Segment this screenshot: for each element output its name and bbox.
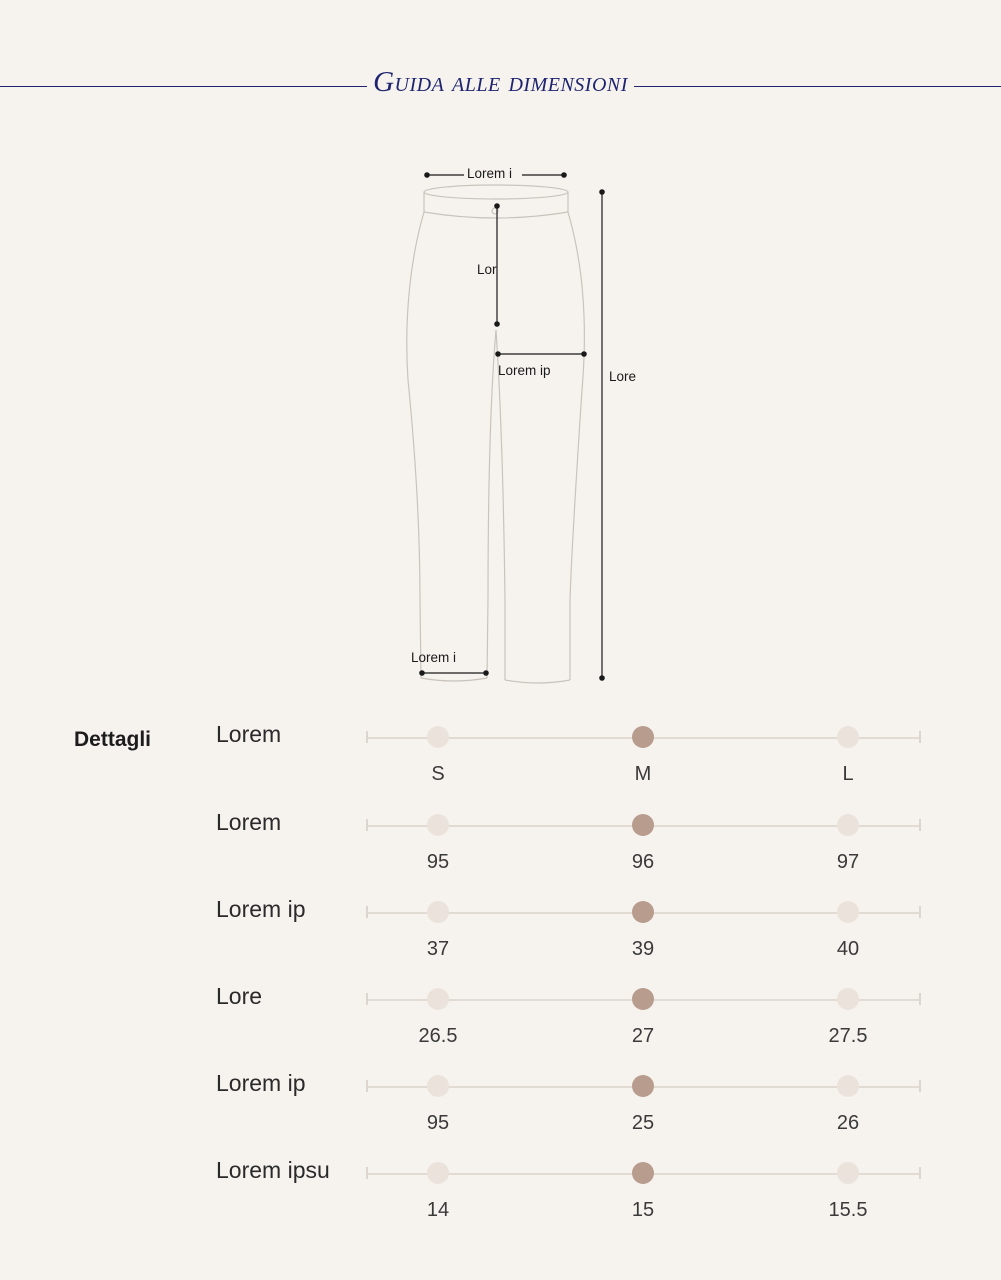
slider-end-cap	[366, 731, 368, 743]
size-value: 26.5	[418, 1025, 458, 1047]
size-dot-selected[interactable]	[632, 901, 654, 923]
slider-end-cap	[366, 993, 368, 1005]
waist-label: Lorem i	[467, 166, 513, 181]
size-value: 95	[426, 851, 450, 873]
size-value: 40	[836, 938, 860, 960]
size-dot[interactable]	[837, 988, 859, 1010]
hem-label: Lorem i	[411, 650, 457, 665]
slider-end-cap	[919, 731, 921, 743]
slider-end-cap	[366, 1080, 368, 1092]
size-value: S	[431, 763, 445, 785]
size-dot[interactable]	[837, 1162, 859, 1184]
slider-end-cap	[919, 993, 921, 1005]
size-value: 39	[631, 938, 655, 960]
size-value: 97	[836, 851, 860, 873]
size-dot[interactable]	[837, 726, 859, 748]
size-value: 96	[631, 851, 655, 873]
size-row	[0, 1157, 1001, 1263]
rise-label: Lor	[477, 262, 497, 277]
size-dot-selected[interactable]	[632, 988, 654, 1010]
size-value: L	[842, 763, 854, 785]
slider-end-cap	[366, 1167, 368, 1179]
size-dot-selected[interactable]	[632, 1075, 654, 1097]
size-dot[interactable]	[427, 814, 449, 836]
size-row-label: Lore	[216, 983, 263, 1009]
size-dot[interactable]	[427, 726, 449, 748]
size-dot-selected[interactable]	[632, 726, 654, 748]
size-value: 25	[631, 1112, 655, 1134]
size-value: 15	[631, 1199, 655, 1221]
thigh-label: Lorem ip	[498, 363, 551, 378]
page-title-text: Guida alle dimensioni	[367, 66, 634, 98]
slider-end-cap	[919, 1080, 921, 1092]
size-value: 95	[426, 1112, 450, 1134]
size-value: 26	[836, 1112, 860, 1134]
size-dot[interactable]	[837, 814, 859, 836]
details-heading: Dettagli	[74, 728, 152, 751]
size-value: 27.5	[828, 1025, 868, 1047]
size-row-label: Lorem	[216, 809, 282, 835]
slider-end-cap	[366, 819, 368, 831]
size-dot[interactable]	[427, 1075, 449, 1097]
size-row-label: Lorem ip	[216, 1070, 306, 1096]
size-dot-selected[interactable]	[632, 1162, 654, 1184]
size-dot[interactable]	[837, 1075, 859, 1097]
size-value: 27	[631, 1025, 655, 1047]
size-row-label: Lorem	[216, 721, 282, 747]
size-value: 15.5	[828, 1199, 868, 1221]
size-value: 14	[426, 1199, 450, 1221]
size-dot[interactable]	[427, 901, 449, 923]
size-row-label: Lorem ip	[216, 896, 306, 922]
size-dot[interactable]	[427, 988, 449, 1010]
slider-end-cap	[919, 819, 921, 831]
slider-end-cap	[366, 906, 368, 918]
slider-end-cap	[919, 906, 921, 918]
size-value: M	[634, 763, 652, 785]
size-dot[interactable]	[427, 1162, 449, 1184]
size-dot-selected[interactable]	[632, 814, 654, 836]
length-label: Lore	[609, 369, 637, 384]
slider-end-cap	[919, 1167, 921, 1179]
size-row-label: Lorem ipsu	[216, 1157, 330, 1183]
size-value: 37	[426, 938, 450, 960]
size-dot[interactable]	[837, 901, 859, 923]
